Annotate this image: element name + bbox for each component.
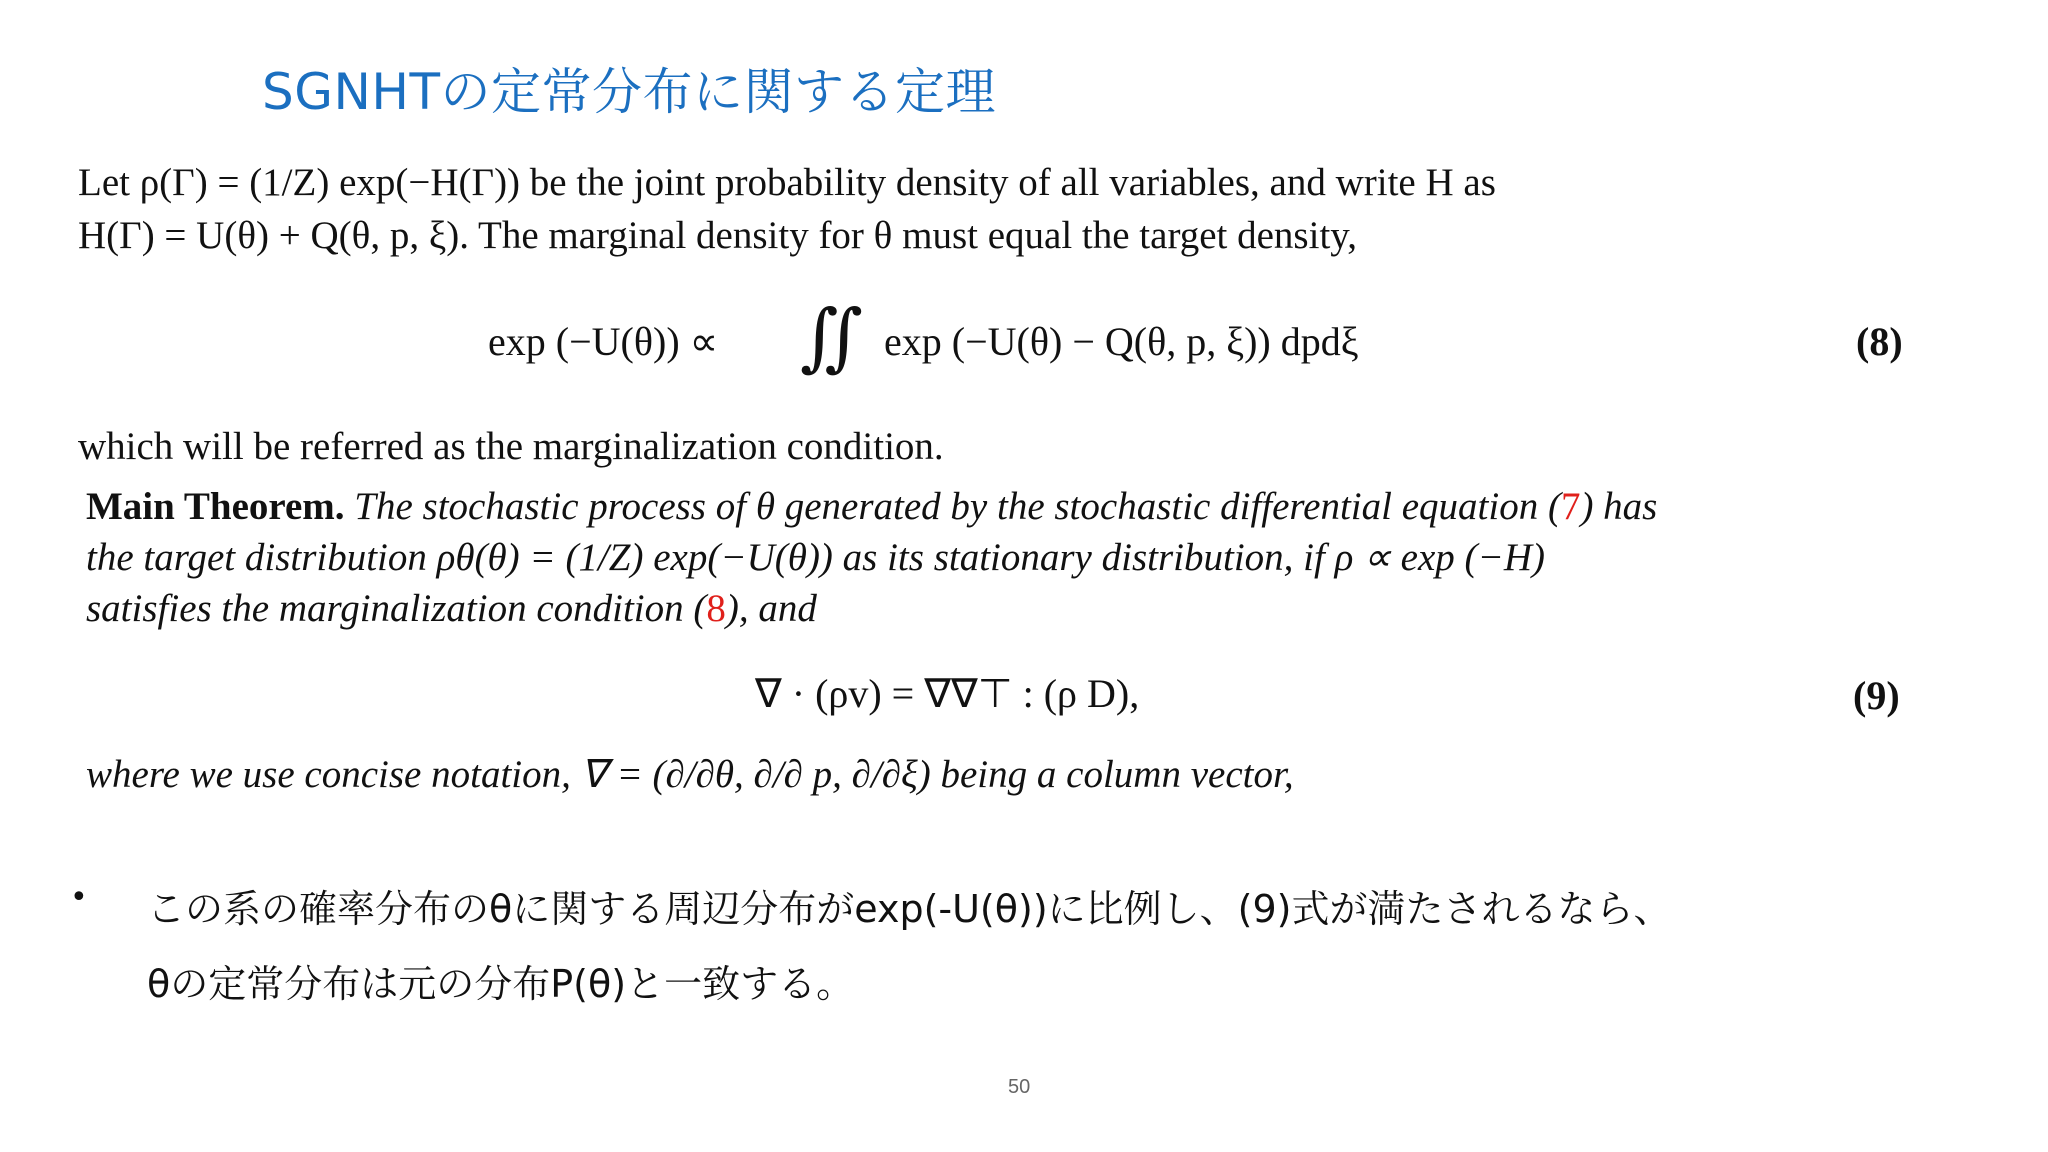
theorem-text-1: The stochastic process of θ generated by the stochastic differential equation ( — [354, 485, 1561, 528]
theorem-line-2: the target distribution ρθ(θ) = (1/Z) exp(−U(θ)) as its stationary distribution, if ρ ∝ exp (−H) — [86, 536, 1545, 579]
equation-8-rhs: exp (−U(θ) − Q(θ, p, ξ)) dpdξ — [884, 319, 1359, 364]
page-number: 50 — [1008, 1076, 1031, 1098]
slide-title: SGNHTの定常分布に関する定理 — [262, 63, 997, 121]
bullet-line-2: θの定常分布は元の分布P(θ)と一致する。 — [147, 962, 855, 1006]
theorem-line-3 — [86, 586, 817, 631]
paper-line-1: Let ρ(Γ) = (1/Z) exp(−H(Γ)) be the joint probability density of all variables, and write H as — [78, 161, 1496, 204]
reference-7: 7 — [1560, 485, 1581, 528]
theorem-line-1 — [86, 484, 1657, 529]
bullet-marker: • — [70, 880, 88, 915]
equation-8-lhs: exp (−U(θ)) ∝ — [488, 319, 719, 364]
theorem-text-3: satisfies the marginalization condition ( — [86, 587, 707, 630]
theorem-text-3-end: ), and — [725, 587, 817, 630]
equation-8-number: (8) — [1856, 319, 1903, 364]
theorem-text-1-end: ) has — [1580, 485, 1658, 528]
where-line: where we use concise notation, ∇ = (∂/∂θ, ∂/∂ p, ∂/∂ξ) being a column vector, — [86, 753, 1294, 796]
reference-8: 8 — [706, 587, 726, 630]
paper-line-3: which will be referred as the marginalization condition. — [78, 425, 944, 468]
equation-9: ∇ · (ρv) = ∇∇⊤ : (ρ D), — [755, 671, 1140, 716]
paper-line-2: H(Γ) = U(θ) + Q(θ, p, ξ). The marginal density for θ must equal the target density, — [78, 214, 1358, 257]
theorem-label: Main Theorem. — [86, 485, 345, 528]
double-integral-symbol: ∬ — [800, 294, 864, 380]
equation-9-number: (9) — [1853, 673, 1900, 718]
bullet-line-1: この系の確率分布のθに関する周辺分布がexp(-U(θ))に比例し、(9)式が満たされるなら、 — [147, 887, 1672, 931]
